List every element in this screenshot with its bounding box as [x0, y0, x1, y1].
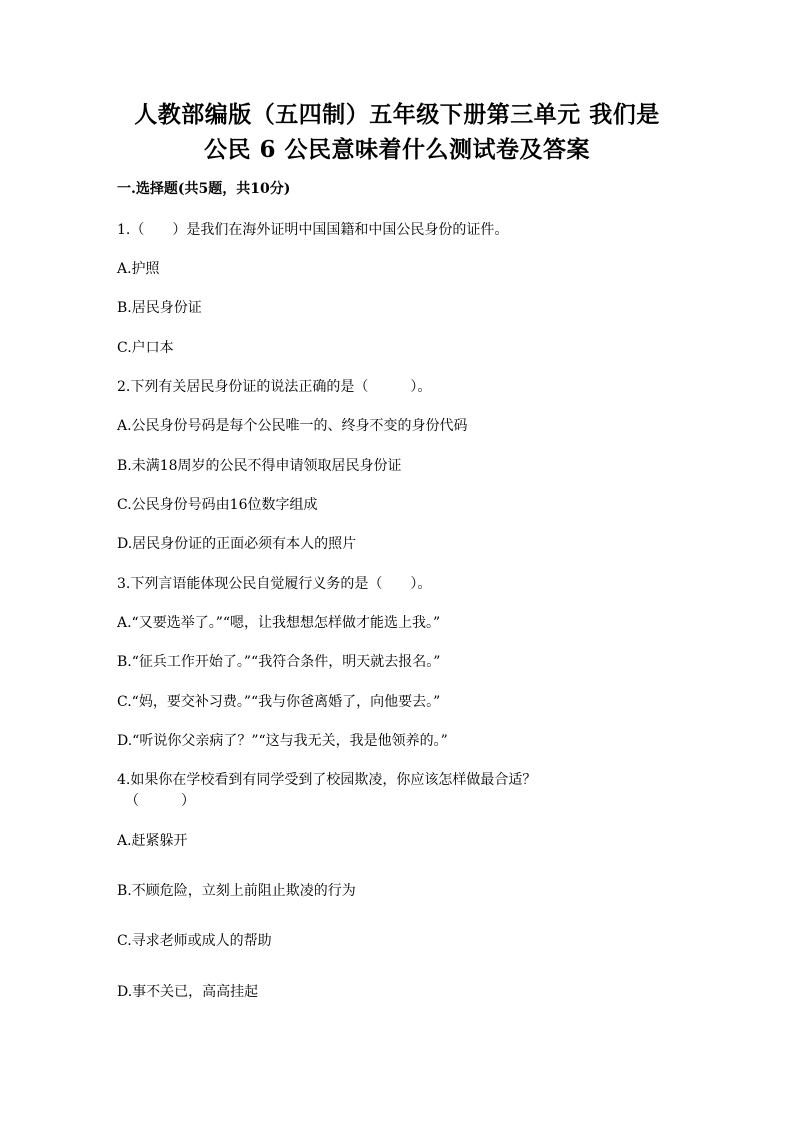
question-4-answer-blank: （ ） — [125, 793, 195, 809]
question-3-stem: 3.下列言语能体现公民自觉履行义务的是（ ）。 — [117, 576, 432, 592]
question-2-option-c: C.公民身份号码由16位数字组成 — [117, 497, 318, 513]
question-3-option-a: A.“又要选举了。”“嗯，让我想想怎样做才能选上我。” — [117, 615, 441, 631]
question-3-option-b: B.“征兵工作开始了。”“我符合条件，明天就去报名。” — [117, 654, 441, 670]
question-3-option-c: C.“妈，要交补习费。”“我与你爸离婚了，向他要去。” — [117, 694, 441, 710]
question-1-option-b: B.居民身份证 — [117, 300, 202, 316]
question-3-option-d: D.“听说你父亲病了？”“这与我无关，我是他领养的。” — [117, 733, 448, 749]
question-2-stem: 2.下列有关居民身份证的说法正确的是（ ）。 — [117, 379, 432, 395]
question-4-option-b: B.不顾危险，立刻上前阻止欺凌的行为 — [117, 883, 356, 899]
question-2-option-b: B.未满18周岁的公民不得申请领取居民身份证 — [117, 458, 402, 474]
question-4-stem: 4.如果你在学校看到有同学受到了校园欺凌，你应该怎样做最合适？ — [117, 772, 537, 788]
question-4-option-a: A.赶紧躲开 — [117, 833, 188, 849]
question-2-option-a: A.公民身份号码是每个公民唯一的、终身不变的身份代码 — [117, 418, 468, 434]
section-heading: 一.选择题(共5题，共10分) — [117, 181, 291, 197]
question-4-option-c: C.寻求老师或成人的帮助 — [117, 933, 272, 949]
question-2-option-d: D.居民身份证的正面必须有本人的照片 — [117, 536, 357, 552]
document-title-line1: 人教部编版（五四制）五年级下册第三单元 我们是 — [134, 101, 660, 128]
question-4-option-d: D.事不关已，高高挂起 — [117, 984, 259, 1000]
document-title-line2: 公民 6 公民意味着什么测试卷及答案 — [203, 136, 591, 163]
question-1-stem: 1.（ ）是我们在海外证明中国国籍和中国公民身份的证件。 — [117, 222, 509, 238]
question-1-option-c: C.户口本 — [117, 340, 174, 356]
question-1-option-a: A.护照 — [117, 261, 160, 277]
